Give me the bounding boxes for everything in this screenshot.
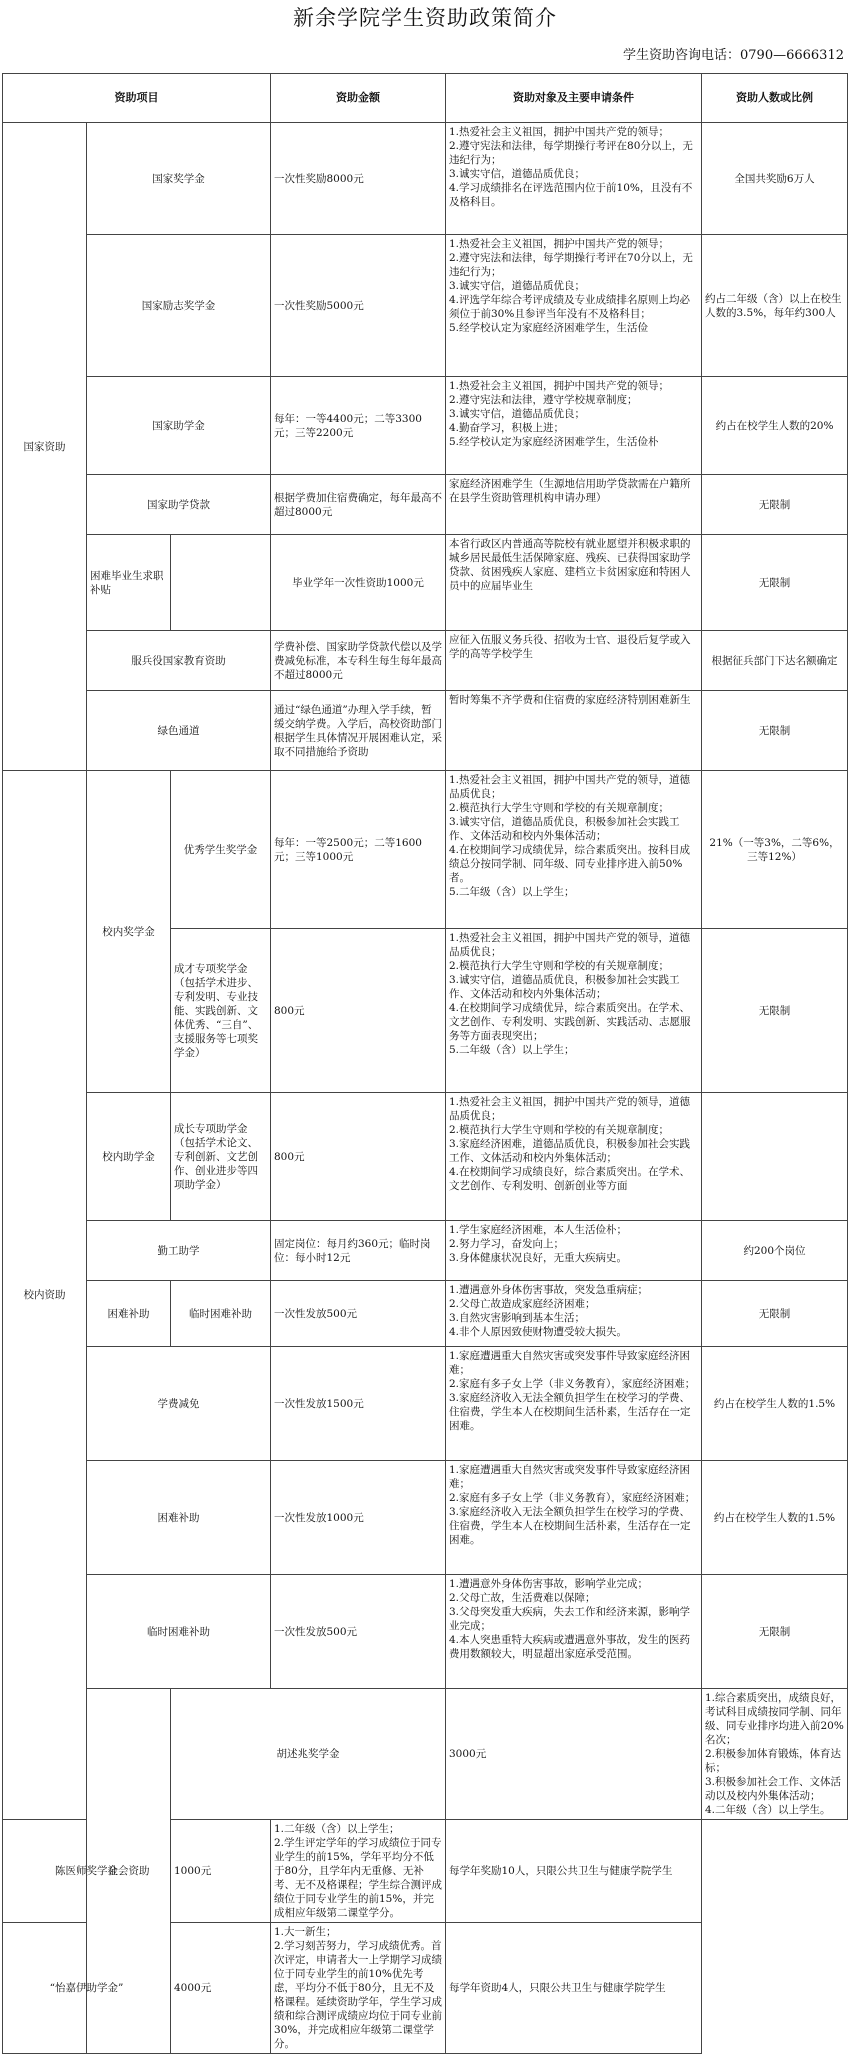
- item-amount: 800元: [271, 1093, 446, 1221]
- hotline-text: 学生资助咨询电话：0790—6666312: [623, 48, 844, 63]
- item-conditions: [446, 1221, 702, 1281]
- item-conditions: [446, 771, 702, 929]
- group-national: 国家资助: [3, 123, 87, 771]
- item-amount: 一次性发放500元: [271, 1281, 446, 1347]
- condition-line: 4.学习成绩排名在评选范围内位于前10%，且没有不及格科目。: [449, 182, 693, 208]
- item-amount: 800元: [271, 929, 446, 1093]
- item-name: 学费减免: [87, 1347, 271, 1461]
- condition-line: 1.热爱社会主义祖国，拥护中国共产党的领导；: [449, 380, 670, 392]
- item-name: 困难毕业生求职补贴: [87, 535, 171, 631]
- condition-line: 4.评选学年综合考评成绩及专业成绩排名原则上均必须位于前30%且参评当年没有不及格科目；: [449, 294, 691, 320]
- item-name: 国家助学贷款: [87, 475, 271, 535]
- item-conditions: [446, 1347, 702, 1461]
- subgroup-school-scholarship: 校内奖学金: [87, 771, 171, 1093]
- condition-line: 1.综合素质突出，成绩良好，考试科目成绩按同学制、同年级、同专业排序均进入前20%名次；: [705, 1692, 844, 1746]
- condition-line: 3.身体健康状况良好，无重大疾病史。: [449, 1252, 628, 1264]
- item-quota: 无限制: [702, 475, 848, 535]
- item-amount: 一次性发放1500元: [271, 1347, 446, 1461]
- item-quota: 无限制: [702, 691, 848, 771]
- item-conditions: [702, 1689, 848, 1820]
- item-name: 成长专项助学金（包括学术论文、专利创新、文艺创作、创业进步等四项助学金）: [171, 1093, 271, 1221]
- item-name: 服兵役国家教育资助: [87, 631, 271, 691]
- condition-line: 1.二年级（含）以上学生；: [274, 1823, 400, 1835]
- item-quota: 无限制: [702, 1281, 848, 1347]
- item-conditions: [446, 475, 702, 535]
- item-conditions: [446, 1575, 702, 1689]
- item-quota: 全国共奖励6万人: [702, 123, 848, 235]
- condition-line: 1.学生家庭经济困难，本人生活俭朴；: [449, 1224, 628, 1236]
- condition-line: 2.父母亡故，生活费难以保障；: [449, 1592, 596, 1604]
- item-conditions: [446, 535, 702, 631]
- table-row: [3, 475, 848, 535]
- condition-line: 2.模范执行大学生守则和学校的有关规章制度；: [449, 802, 670, 814]
- condition-line: 2.遵守宪法和法律，遵守学校规章制度；: [449, 394, 638, 406]
- condition-line: 3.诚实守信，道德品质优良，积极参加社会实践工作、文体活动和校内外集体活动；: [449, 816, 680, 842]
- item-name: 勤工助学: [87, 1221, 271, 1281]
- header-quota: 资助人数或比例: [702, 74, 848, 123]
- table-row: [3, 631, 848, 691]
- table-row: [3, 1281, 848, 1347]
- condition-line: 3.家庭经济收入无法全额负担学生在校学习的学费、住宿费，学生本人在校期间生活朴素，生活存在一定困难。: [449, 1392, 691, 1432]
- condition-line: 2.模范执行大学生守则和学校的有关规章制度；: [449, 1124, 670, 1136]
- header-conditions: 资助对象及主要申请条件: [446, 74, 702, 123]
- condition-line: 4.在校期间学习成绩优异，综合素质突出。按科目成绩总分按同学制、同年级、同专业排序进入前50%者。: [449, 844, 691, 884]
- condition-line: 1.家庭遭遇重大自然灾害或突发事件导致家庭经济困难；: [449, 1464, 691, 1490]
- item-quota: 约占在校学生人数的20%: [702, 377, 848, 475]
- page-title: 新余学院学生资助政策简介: [293, 6, 557, 30]
- item-amount: 一次性奖励5000元: [271, 235, 446, 377]
- table-row: [3, 535, 848, 631]
- table-row: [3, 123, 848, 235]
- item-name: 成才专项奖学金（包括学术进步、专利发明、专业技能、实践创新、文体优秀、“三自”、支援服务等七项奖学金）: [171, 929, 271, 1093]
- condition-line: 家庭经济困难学生（生源地信用助学贷款需在户籍所在县学生资助管理机构申请办理）: [449, 478, 691, 504]
- condition-line: 2.积极参加体育锻炼，体育达标；: [705, 1748, 842, 1774]
- condition-line: 2.家庭有多子女上学（非义务教育），家庭经济困难；: [449, 1378, 696, 1390]
- condition-line: 5.二年级（含）以上学生；: [449, 1044, 575, 1056]
- condition-line: 1.家庭遭遇重大自然灾害或突发事件导致家庭经济困难；: [449, 1350, 691, 1376]
- item-conditions: [446, 631, 702, 691]
- item-amount: 3000元: [446, 1689, 702, 1820]
- item-amount: 每年：一等4400元；二等3300元；三等2200元: [271, 377, 446, 475]
- item-quota: 无限制: [702, 929, 848, 1093]
- blank-cell: [171, 535, 271, 631]
- item-quota: 约占在校学生人数的1.5%: [702, 1347, 848, 1461]
- condition-line: 5.经学校认定为家庭经济困难学生，生活俭朴: [449, 436, 659, 448]
- item-conditions: [446, 123, 702, 235]
- item-conditions: [271, 1923, 446, 2054]
- item-amount: 固定岗位：每月约360元；临时岗位：每小时12元: [271, 1221, 446, 1281]
- condition-line: 1.热爱社会主义祖国，拥护中国共产党的领导，道德品质优良；: [449, 774, 691, 800]
- item-conditions: [446, 1093, 702, 1221]
- item-name: 困难补助: [87, 1461, 271, 1575]
- item-name: 国家奖学金: [87, 123, 271, 235]
- condition-line: 3.积极参加社会工作、文体活动以及校内外集体活动；: [705, 1776, 842, 1802]
- group-school: 校内资助: [3, 771, 87, 1820]
- condition-line: 3.家庭经济困难，道德品质优良，积极参加社会实践工作、文体活动和校内外集体活动；: [449, 1138, 691, 1164]
- item-conditions: [446, 1281, 702, 1347]
- item-amount: 一次性发放1000元: [271, 1461, 446, 1575]
- condition-line: 1.热爱社会主义祖国，拥护中国共产党的领导，道德品质优良；: [449, 1096, 691, 1122]
- condition-line: 2.遵守宪法和法律，每学期操行考评在70分以上，无违纪行为；: [449, 252, 693, 278]
- condition-line: 3.自然灾害影响到基本生活；: [449, 1312, 586, 1324]
- condition-line: 暂时筹集不齐学费和住宿费的家庭经济特别困难新生: [449, 694, 691, 706]
- item-amount: 通过“绿色通道”办理入学手续，暂缓交纳学费。入学后，高校资助部门根据学生具体情况开展困难认定，采取不同措施给予资助: [271, 691, 446, 771]
- item-quota: 无限制: [702, 1575, 848, 1689]
- subgroup-school-grant: 校内助学金: [87, 1093, 171, 1221]
- condition-line: 2.努力学习，奋发向上；: [449, 1238, 565, 1250]
- item-conditions: [446, 377, 702, 475]
- item-name: 国家励志奖学金: [87, 235, 271, 377]
- item-conditions: [446, 235, 702, 377]
- item-name: 绿色通道: [87, 691, 271, 771]
- table-row: [3, 1923, 848, 2054]
- table-row: [3, 1689, 848, 1820]
- condition-line: 1.遭遇意外身体伤害事故，影响学业完成；: [449, 1578, 649, 1590]
- table-row: [3, 1461, 848, 1575]
- condition-line: 2.家庭有多子女上学（非义务教育），家庭经济困难；: [449, 1492, 696, 1504]
- item-amount: 一次性奖励8000元: [271, 123, 446, 235]
- condition-line: 2.学生评定学年的学习成绩位于同专业学生的前15%，学年平均分不低于80分，且学年内无重修、无补考、无不及格课程；学生综合测评成绩位于同专业学生的前15%，并完成相应年级第二课堂学分。: [274, 1837, 442, 1919]
- condition-line: 4.非个人原因致使财物遭受较大损失。: [449, 1326, 628, 1338]
- condition-line: 4.本人突患重特大疾病或遭遇意外事故，发生的医药费用数额较大，明显超出家庭承受范围。: [449, 1634, 691, 1660]
- condition-line: 2.模范执行大学生守则和学校的有关规章制度；: [449, 960, 670, 972]
- item-quota: 21%（一等3%，二等6%，三等12%）: [702, 771, 848, 929]
- condition-line: 4.勤奋学习，积极上进；: [449, 422, 565, 434]
- item-amount: 1000元: [171, 1820, 271, 1923]
- table-row: [3, 771, 848, 929]
- condition-line: 本省行政区内普通高等院校有就业愿望并积极求职的城乡居民最低生活保障家庭、残疾、已获得国家助学贷款、贫困残疾人家庭、建档立卡贫困家庭和特困人员中的应届毕业生: [449, 538, 691, 592]
- condition-line: 3.诚实守信，道德品质优良；: [449, 280, 586, 292]
- item-amount: 根据学费加住宿费确定，每年最高不超过8000元: [271, 475, 446, 535]
- table-header-row: [3, 74, 848, 123]
- condition-line: 3.父母突发重大疾病，失去工作和经济来源，影响学业完成；: [449, 1606, 691, 1632]
- item-quota: 无限制: [702, 535, 848, 631]
- item-quota: 根据征兵部门下达名额确定: [702, 631, 848, 691]
- item-quota: [702, 1093, 848, 1221]
- item-quota: 每学年资助4人，只限公共卫生与健康学院学生: [446, 1923, 702, 2054]
- item-name: “怡嘉伊助学金”: [3, 1923, 171, 2054]
- condition-line: 2.遵守宪法和法律，每学期操行考评在80分以上，无违纪行为；: [449, 140, 693, 166]
- item-name: 临时困难补助: [171, 1281, 271, 1347]
- condition-line: 4.二年级（含）以上学生。: [705, 1804, 831, 1816]
- table-row: [3, 1221, 848, 1281]
- item-quota: 每学年奖励10人，只限公共卫生与健康学院学生: [446, 1820, 702, 1923]
- policy-table: [2, 73, 848, 2054]
- condition-line: 2.学习刻苦努力，学习成绩优秀。首次评定，申请者大一上学期学习成绩位于同专业学生的前10%优先考虑，平均分不低于80分，且无不及格课程。延续资助学年，学生学习成绩和综合测评成绩应均位于同专业前30%，并完成相应年级第二课堂学分。: [274, 1940, 442, 2050]
- table-row: [3, 1093, 848, 1221]
- condition-line: 3.家庭经济收入无法全额负担学生在校学习的学费、住宿费，学生本人在校期间生活朴素，生活存在一定困难。: [449, 1506, 691, 1546]
- item-name: 临时困难补助: [87, 1575, 271, 1689]
- item-quota: 约占在校学生人数的1.5%: [702, 1461, 848, 1575]
- condition-line: 3.诚实守信，道德品质优良，积极参加社会实践工作、文体活动和校内外集体活动；: [449, 974, 680, 1000]
- condition-line: 5.二年级（含）以上学生；: [449, 886, 575, 898]
- condition-line: 4.在校期间学习成绩优异，综合素质突出。在学术、文艺创作、专利发明、实践创新、实践活动、志愿服务等方面表现突出；: [449, 1002, 691, 1042]
- item-quota: 约200个岗位: [702, 1221, 848, 1281]
- subgroup-hardship: 困难补助: [87, 1281, 171, 1347]
- condition-line: 1.遭遇意外身体伤害事故，突发急重病症；: [449, 1284, 649, 1296]
- condition-line: 1.热爱社会主义祖国，拥护中国共产党的领导；: [449, 126, 670, 138]
- condition-line: 3.诚实守信，道德品质优良；: [449, 168, 586, 180]
- condition-line: 2.父母亡故造成家庭经济困难；: [449, 1298, 596, 1310]
- table-row: [3, 235, 848, 377]
- header-amount: 资助金额: [271, 74, 446, 123]
- item-amount: 4000元: [171, 1923, 271, 2054]
- item-amount: 一次性发放500元: [271, 1575, 446, 1689]
- item-name: 国家助学金: [87, 377, 271, 475]
- condition-line: 1.大一新生；: [274, 1926, 337, 1938]
- header-project: 资助项目: [3, 74, 271, 123]
- condition-line: 5.经学校认定为家庭经济困难学生，生活俭: [449, 322, 649, 334]
- group-social: 社会资助: [87, 1689, 171, 2054]
- item-conditions: [271, 1820, 446, 1923]
- item-conditions: [446, 1461, 702, 1575]
- item-name: 胡述兆奖学金: [171, 1689, 446, 1820]
- item-quota: 约占二年级（含）以上在校生人数的3.5%，每年约300人: [702, 235, 848, 377]
- item-amount: 学费补偿、国家助学贷款代偿以及学费减免标准，本专科生每生每年最高不超过8000元: [271, 631, 446, 691]
- table-row: [3, 691, 848, 771]
- item-conditions: [446, 691, 702, 771]
- condition-line: 1.热爱社会主义祖国，拥护中国共产党的领导；: [449, 238, 670, 250]
- table-row: [3, 377, 848, 475]
- table-row: [3, 1575, 848, 1689]
- condition-line: 3.诚实守信，道德品质优良；: [449, 408, 586, 420]
- item-amount: 每年：一等2500元；二等1600元；三等1000元: [271, 771, 446, 929]
- condition-line: 4.在校期间学习成绩良好，综合素质突出。在学术、文艺创作、专利发明、创新创业等方面: [449, 1166, 691, 1192]
- condition-line: 应征入伍服义务兵役、招收为士官、退役后复学或入学的高等学校学生: [449, 634, 691, 660]
- item-name: 优秀学生奖学金: [171, 771, 271, 929]
- item-amount: 毕业学年一次性资助1000元: [271, 535, 446, 631]
- condition-line: 1.热爱社会主义祖国，拥护中国共产党的领导，道德品质优良；: [449, 932, 691, 958]
- item-conditions: [446, 929, 702, 1093]
- table-row: [3, 1347, 848, 1461]
- item-name: 陈医师奖学金: [3, 1820, 171, 1923]
